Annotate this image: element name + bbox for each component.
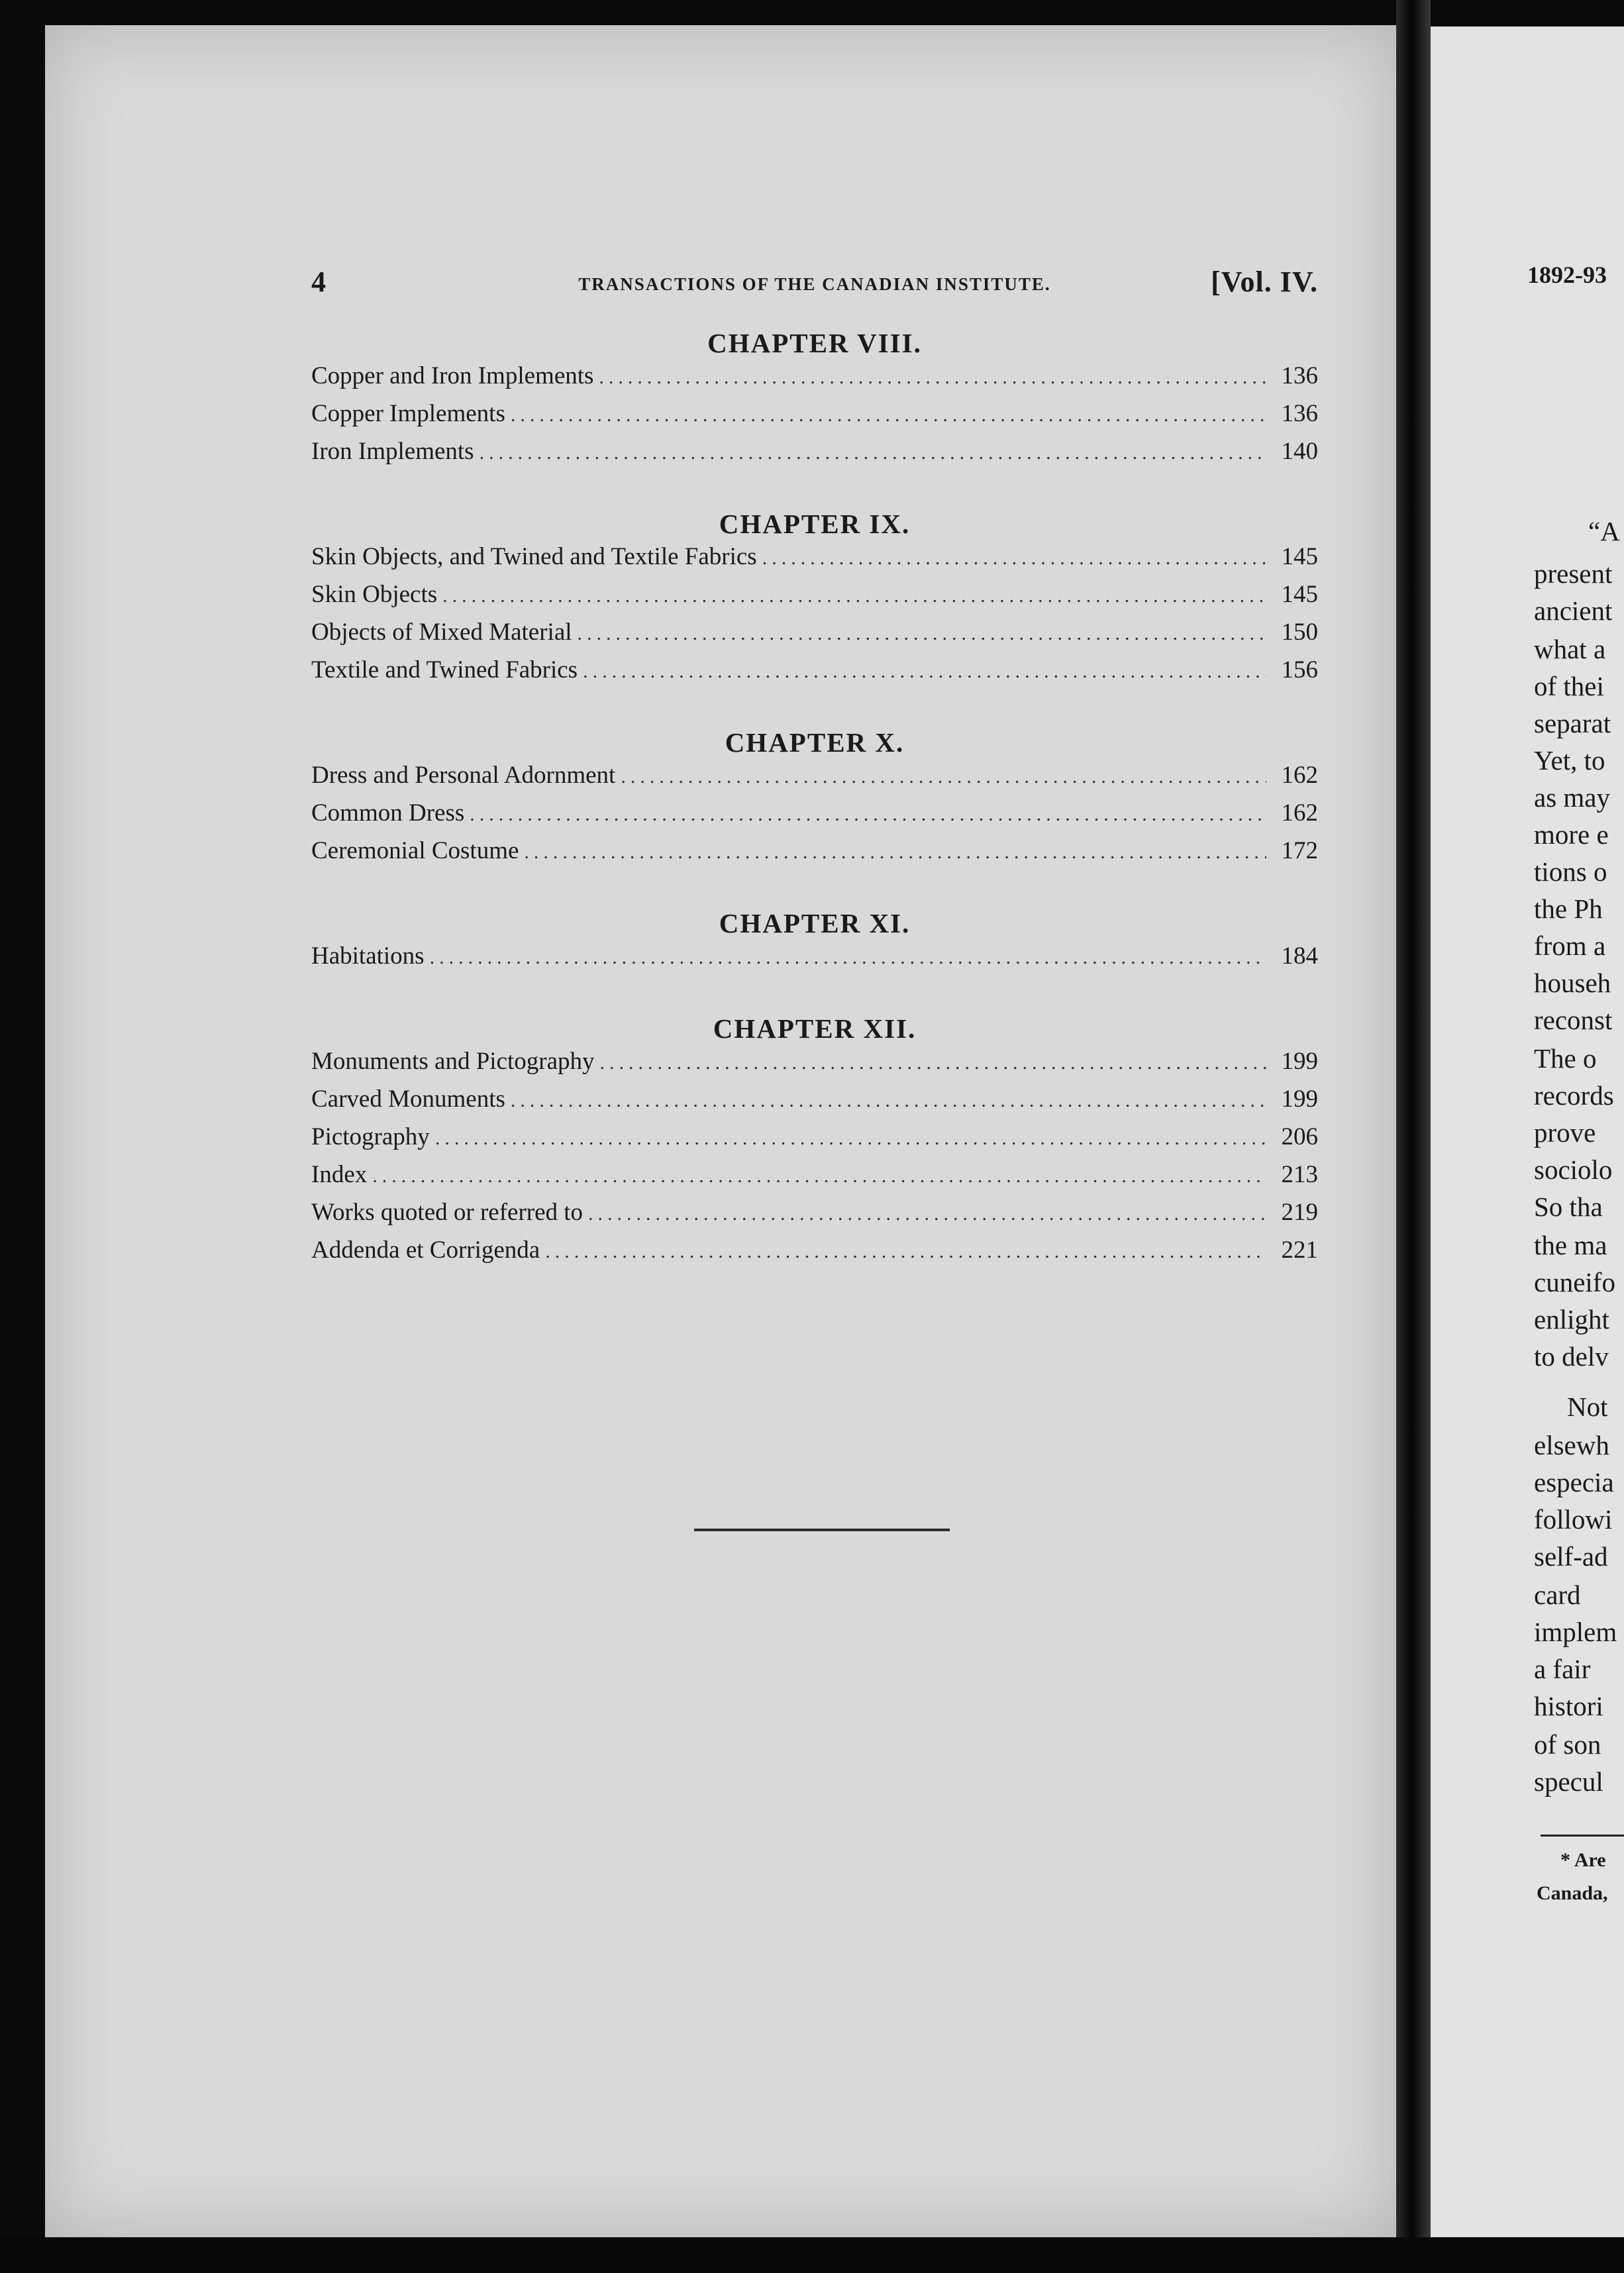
facing-page-line: to delv xyxy=(1534,1341,1609,1372)
dot-leader xyxy=(762,547,1266,570)
table-of-contents xyxy=(311,325,1318,1304)
facing-page-line: more e xyxy=(1534,819,1609,850)
toc-entry xyxy=(311,542,1318,580)
toc-entry-page: 221 xyxy=(1281,1237,1318,1264)
facing-page-line: especia xyxy=(1534,1467,1614,1497)
facing-page-line: a fair xyxy=(1534,1654,1591,1684)
toc-entry xyxy=(311,1085,1318,1123)
dot-leader xyxy=(511,1089,1266,1112)
facing-page-line: as may xyxy=(1534,782,1610,813)
chapter-entry-list xyxy=(311,1047,1318,1274)
volume-label: [Vol. IV. xyxy=(1211,266,1318,298)
toc-entry xyxy=(311,1160,1318,1198)
toc-entry xyxy=(311,656,1318,693)
toc-entry-title: Skin Objects xyxy=(311,581,438,608)
toc-entry-title: Skin Objects, and Twined and Textile Fabrics xyxy=(311,543,757,570)
toc-entry-page: 199 xyxy=(1281,1048,1318,1075)
facing-page-line: Not xyxy=(1567,1391,1608,1422)
toc-entry xyxy=(311,761,1318,799)
facing-page-line: ancient xyxy=(1534,595,1613,626)
dot-leader xyxy=(470,803,1266,826)
facing-page-line: reconst xyxy=(1534,1005,1613,1035)
dot-leader xyxy=(599,366,1266,389)
facing-page-line: of son xyxy=(1534,1729,1601,1760)
toc-entry xyxy=(311,1047,1318,1085)
book-gutter xyxy=(1396,0,1431,2273)
toc-entry-title: Works quoted or referred to xyxy=(311,1199,584,1226)
footnote-rule xyxy=(1541,1835,1624,1837)
toc-entry-title: Common Dress xyxy=(311,799,465,827)
toc-entry-page: 162 xyxy=(1281,762,1318,789)
toc-entry xyxy=(311,799,1318,836)
toc-entry-page: 219 xyxy=(1281,1199,1318,1226)
dot-leader xyxy=(435,1127,1266,1150)
footnote-line: Canada, xyxy=(1537,1882,1608,1904)
toc-entry-page: 213 xyxy=(1281,1161,1318,1188)
chapter-heading: CHAPTER XI. xyxy=(719,908,911,938)
toc-entry-title: Dress and Personal Adornment xyxy=(311,762,616,789)
dot-leader xyxy=(600,1052,1266,1074)
toc-entry xyxy=(311,618,1318,656)
facing-page-line: cuneifo xyxy=(1534,1267,1615,1297)
toc-entry xyxy=(311,437,1318,475)
chapter-entry-list xyxy=(311,942,1318,980)
facing-page-line: prove xyxy=(1534,1117,1596,1148)
dot-leader xyxy=(430,946,1266,969)
dot-leader xyxy=(372,1165,1266,1187)
toc-entry-page: 136 xyxy=(1281,362,1318,389)
dot-leader xyxy=(545,1240,1266,1263)
scan-border xyxy=(0,2237,1624,2273)
facing-page-header: 1892-93 xyxy=(1527,262,1607,288)
section-divider-rule xyxy=(694,1529,950,1531)
facing-page-line: from a xyxy=(1534,931,1606,961)
facing-page-line: The o xyxy=(1534,1043,1597,1074)
facing-page-line: records xyxy=(1534,1080,1614,1111)
toc-entry xyxy=(311,1198,1318,1236)
dot-leader xyxy=(442,585,1266,607)
dot-leader xyxy=(583,660,1266,683)
toc-entry-title: Monuments and Pictography xyxy=(311,1048,595,1075)
facing-page-line: sociolo xyxy=(1534,1154,1613,1185)
toc-entry-page: 136 xyxy=(1281,400,1318,427)
toc-entry-title: Textile and Twined Fabrics xyxy=(311,656,578,683)
running-header xyxy=(311,265,1318,305)
toc-entry-page: 145 xyxy=(1281,581,1318,608)
facing-page-line: “A xyxy=(1588,516,1620,546)
facing-page-line: elsewh xyxy=(1534,1430,1609,1460)
toc-entry-page: 145 xyxy=(1281,543,1318,570)
facing-page-line: self-ad xyxy=(1534,1541,1608,1572)
facing-page-line: specul xyxy=(1534,1766,1603,1797)
toc-entry-title: Index xyxy=(311,1161,368,1188)
facing-page-line: househ xyxy=(1534,968,1611,998)
facing-page-line: enlight xyxy=(1534,1304,1609,1335)
facing-page-line: Yet, to xyxy=(1534,745,1605,776)
page-number: 4 xyxy=(311,266,326,298)
journal-title: TRANSACTIONS OF THE CANADIAN INSTITUTE. xyxy=(578,274,1051,294)
toc-entry xyxy=(311,836,1318,874)
chapter-heading: CHAPTER X. xyxy=(725,727,905,758)
chapter-heading: CHAPTER XII. xyxy=(713,1013,917,1044)
toc-entry-page: 206 xyxy=(1281,1123,1318,1150)
chapter-entry-list xyxy=(311,362,1318,475)
dot-leader xyxy=(511,404,1266,427)
toc-entry xyxy=(311,580,1318,618)
toc-entry-page: 150 xyxy=(1281,619,1318,646)
facing-page-line: histori xyxy=(1534,1691,1603,1721)
facing-page-line: So tha xyxy=(1534,1191,1603,1222)
facing-page-line: of thei xyxy=(1534,671,1604,701)
facing-page-line: what a xyxy=(1534,634,1606,664)
facing-page-line: implem xyxy=(1534,1617,1617,1647)
facing-page-line: separat xyxy=(1534,708,1611,738)
toc-entry xyxy=(311,942,1318,980)
chapter-heading: CHAPTER IX. xyxy=(719,509,911,539)
facing-page-line: card xyxy=(1534,1580,1581,1610)
toc-entry-page: 156 xyxy=(1281,656,1318,683)
footnote-line: * Are xyxy=(1560,1849,1606,1871)
toc-entry-title: Addenda et Corrigenda xyxy=(311,1237,540,1264)
toc-entry-page: 184 xyxy=(1281,942,1318,970)
facing-page-line: present xyxy=(1534,558,1613,589)
toc-entry-title: Pictography xyxy=(311,1123,430,1150)
toc-entry xyxy=(311,362,1318,399)
toc-entry-page: 162 xyxy=(1281,799,1318,827)
facing-page-line: tions o xyxy=(1534,856,1607,887)
dot-leader xyxy=(588,1203,1266,1225)
dot-leader xyxy=(480,442,1266,464)
toc-entry-title: Copper Implements xyxy=(311,400,505,427)
facing-page-line: the Ph xyxy=(1534,893,1603,924)
toc-entry-page: 199 xyxy=(1281,1086,1318,1113)
facing-page-line: followi xyxy=(1534,1504,1613,1535)
toc-entry-title: Carved Monuments xyxy=(311,1086,505,1113)
chapter-entry-list xyxy=(311,542,1318,693)
toc-entry xyxy=(311,1236,1318,1274)
chapter-entry-list xyxy=(311,761,1318,874)
toc-entry xyxy=(311,1123,1318,1160)
chapter-heading: CHAPTER VIII. xyxy=(707,328,922,358)
dot-leader xyxy=(578,623,1266,645)
toc-entry-title: Iron Implements xyxy=(311,438,474,465)
toc-entry-title: Copper and Iron Implements xyxy=(311,362,594,389)
toc-entry-page: 172 xyxy=(1281,837,1318,864)
toc-entry-title: Ceremonial Costume xyxy=(311,837,519,864)
facing-page-line: the ma xyxy=(1534,1230,1607,1260)
toc-entry-title: Objects of Mixed Material xyxy=(311,619,572,646)
toc-entry-title: Habitations xyxy=(311,942,425,970)
toc-entry xyxy=(311,399,1318,437)
dot-leader xyxy=(524,841,1266,864)
dot-leader xyxy=(621,766,1266,788)
toc-entry-page: 140 xyxy=(1281,438,1318,465)
